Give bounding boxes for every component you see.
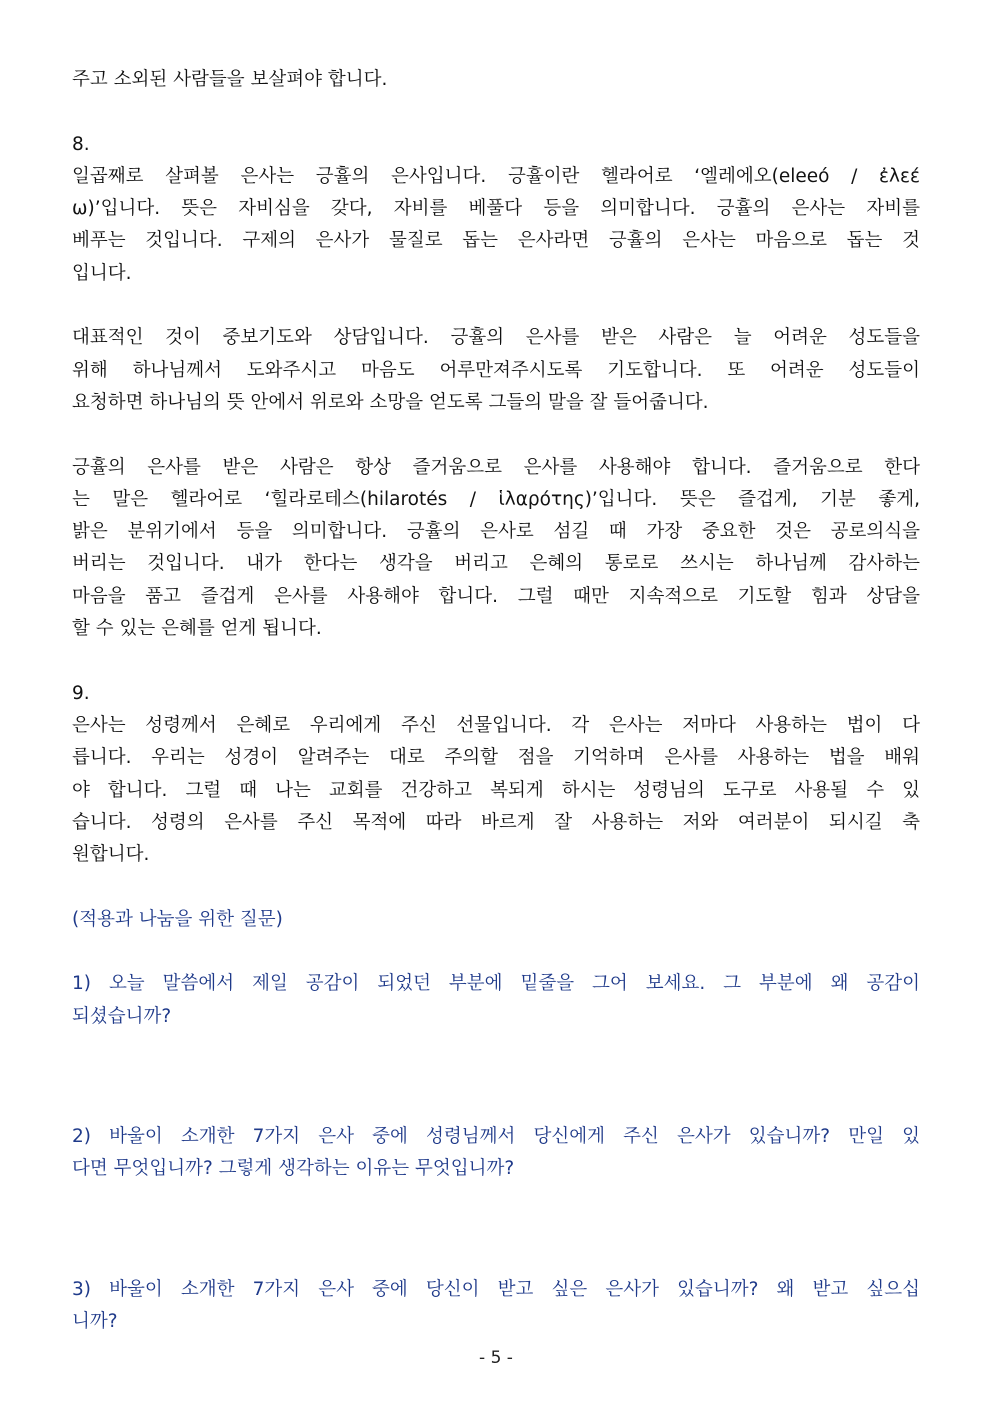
text-line: 위해 하나님께서 도와주시고 마음도 어루만져주시도록 기도합니다. 또 어려운 성도들이 [72,359,920,381]
text-line: 1) 오늘 말씀에서 제일 공감이 되었던 부분에 밑줄을 그어 보세요. 그 부분에 왜 공감이 [72,973,921,995]
text-line: 은사는 성령께서 은혜로 우리에게 주신 선물입니다. 각 은사는 저마다 사용하는 법이 다 [72,714,920,736]
text-line: 마음을 품고 즐겁게 은사를 사용해야 합니다. 그럴 때만 지속적으로 기도할 힘과 상담을 [72,585,920,607]
intro-line: 주고 소외된 사람들을 보살펴야 합니다. [72,69,388,90]
text-line: ω)’입니다. 뜻은 자비심을 갖다, 자비를 베풀다 등을 의미합니다. 긍휼의 은사는 자비를 [72,198,920,220]
section-8-paragraph-3 [72,452,920,646]
spacer [72,936,920,968]
document-page [72,64,920,1338]
text-line: 밝은 분위기에서 등을 의미합니다. 긍휼의 은사로 섬길 때 가장 중요한 것은 공로의식을 [72,521,920,543]
section-9-number: 9. [72,682,90,704]
spacer [72,645,920,677]
text-line: 다면 무엇입니까? 그렇게 생각하는 이유는 무엇입니까? [72,1158,515,1180]
spacer [72,1033,920,1121]
spacer [72,1186,920,1274]
text-line: 2) 바울이 소개한 7가지 은사 중에 성령님께서 당신에게 주신 은사가 있습니까? 만일 있 [72,1125,920,1147]
spacer [72,96,920,128]
text-line: 3) 바울이 소개한 7가지 은사 중에 당신이 받고 싶은 은사가 있습니까? 왜 받고 싶으십 [72,1278,920,1300]
question-3 [72,1274,920,1339]
page-number: - 5 - [479,1348,513,1368]
text-line: 원합니다. [72,844,150,866]
text-line: 입니다. [72,262,132,284]
question-2 [72,1121,920,1186]
spacer [72,419,920,451]
spacer [72,871,920,903]
spacer [72,290,920,322]
text-line: 일곱째로 살펴볼 은사는 긍휼의 은사입니다. 긍휼이란 헬라어로 ‘엘레에오(eleeó / ἐλεέ [72,165,920,187]
text-line: 니까? [72,1310,118,1332]
text-line: 요청하면 하나님의 뜻 안에서 위로와 소망을 얻도록 그들의 말을 잘 들어줍니다. [72,391,709,413]
questions-heading: (적용과 나눔을 위한 질문) [72,908,283,930]
text-line: 대표적인 것이 중보기도와 상담입니다. 긍휼의 은사를 받은 사람은 늘 어려운 성도들을 [72,327,920,349]
text-line: 되셨습니까? [72,1005,172,1027]
text-line: 할 수 있는 은혜를 얻게 됩니다. [72,618,322,640]
text-line: 긍휼의 은사를 받은 사람은 항상 즐거움으로 은사를 사용해야 합니다. 즐거움으로 한다 [72,456,920,478]
text-line: 습니다. 성령의 은사를 주신 목적에 따라 바르게 잘 사용하는 저와 여러분이 되시길 축 [72,811,920,833]
text-line: 릅니다. 우리는 성경이 알려주는 대로 주의할 점을 기억하며 은사를 사용하는 법을 배워 [72,747,920,769]
text-line: 베푸는 것입니다. 구제의 은사가 물질로 돕는 은사라면 긍휼의 은사는 마음으로 돕는 것 [72,230,920,252]
text-line: 야 합니다. 그럴 때 나는 교회를 건강하고 복되게 하시는 성령님의 도구로 사용될 수 있 [72,779,920,801]
section-8-number: 8. [72,133,90,155]
text-line: 버리는 것입니다. 내가 한다는 생각을 버리고 은혜의 통로로 쓰시는 하나님께 감사하는 [72,553,920,575]
section-9-paragraph-1 [72,710,920,871]
question-1 [72,968,920,1033]
section-8-paragraph-1 [72,161,920,290]
text-line: 는 말은 헬라어로 ‘힐라로테스(hilarotés / ἱλαρότης)’입니다. 뜻은 즐겁게, 기분 좋게, [72,488,920,510]
section-8-paragraph-2 [72,322,920,419]
